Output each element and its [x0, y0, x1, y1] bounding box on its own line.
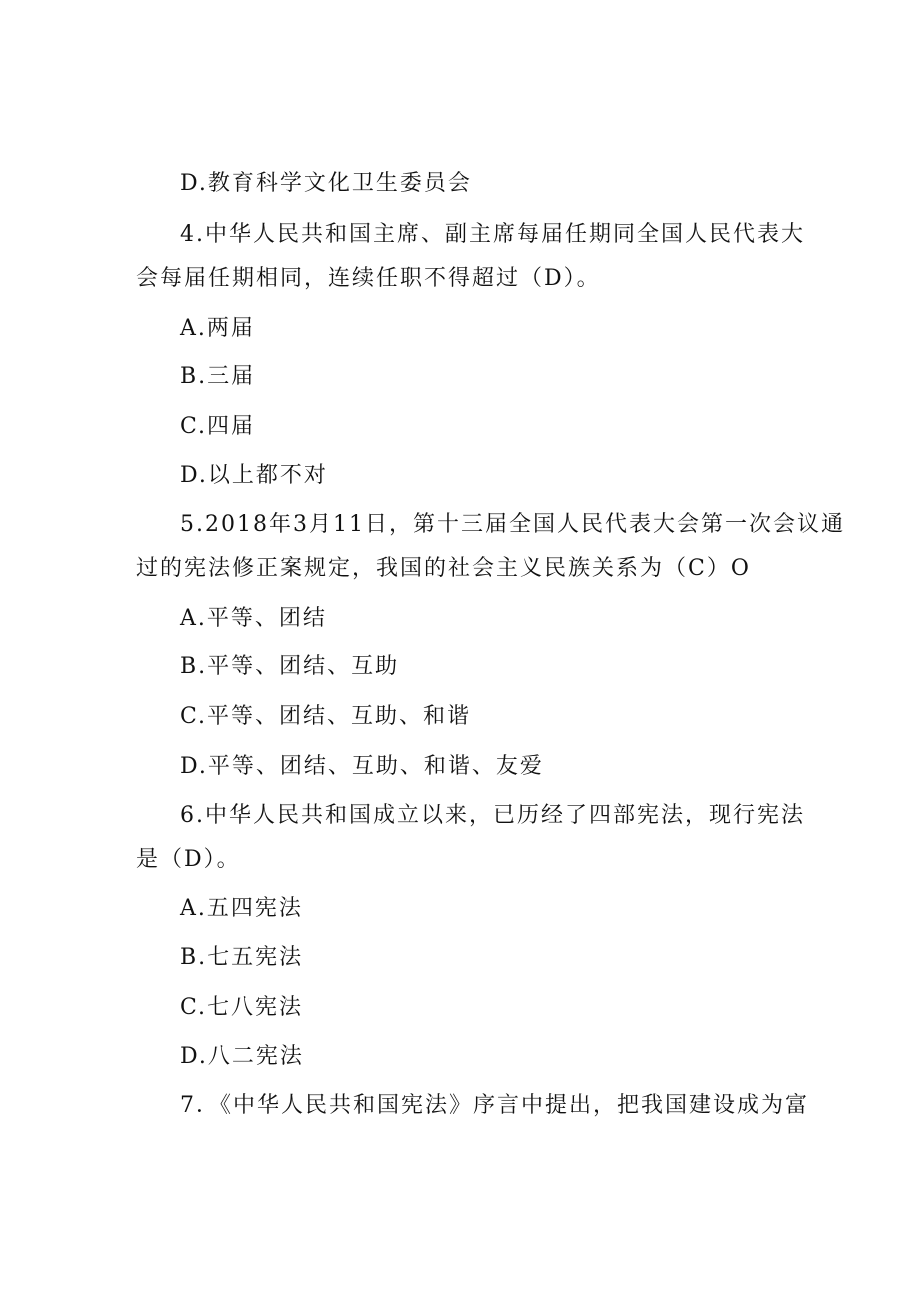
question-6-stem-line-2: 是（D）。 [136, 847, 241, 872]
option-b-q4: B.三届 [180, 364, 256, 389]
option-d-q5: D.平等、团结、互助、和谐、友爱 [180, 754, 544, 779]
question-7-stem-line-1: 7．《中华人民共和国宪法》序言中提出，把我国建设成为富 [180, 1093, 809, 1118]
option-b-q5: B.平等、团结、互助 [180, 654, 400, 679]
option-a-q6: A.五四宪法 [180, 896, 303, 921]
question-6-stem-line-1: 6.中华人民共和国成立以来，已历经了四部宪法，现行宪法 [180, 803, 805, 828]
option-d-q6: D.八二宪法 [180, 1044, 304, 1069]
question-5-stem-line-2: 过的宪法修正案规定，我国的社会主义民族关系为（C）O [136, 556, 751, 581]
option-c-q5: C.平等、团结、互助、和谐 [180, 704, 472, 729]
option-d-q4: D.以上都不对 [180, 463, 328, 488]
question-4-stem-line-2: 会每届任期相同，连续任职不得超过（D）。 [136, 266, 601, 291]
question-5-stem-line-1: 5.2018年3月11日，第十三届全国人民代表大会第一次会议通 [180, 512, 845, 537]
option-a-q4: A.两届 [180, 316, 255, 341]
option-a-q5: A.平等、团结 [180, 606, 327, 631]
option-d-q3: D.教育科学文化卫生委员会 [180, 171, 472, 196]
option-b-q6: B.七五宪法 [180, 945, 304, 970]
option-c-q6: C.七八宪法 [180, 995, 304, 1020]
question-4-stem-line-1: 4.中华人民共和国主席、副主席每届任期同全国人民代表大 [180, 222, 805, 247]
option-c-q4: C.四届 [180, 414, 256, 439]
